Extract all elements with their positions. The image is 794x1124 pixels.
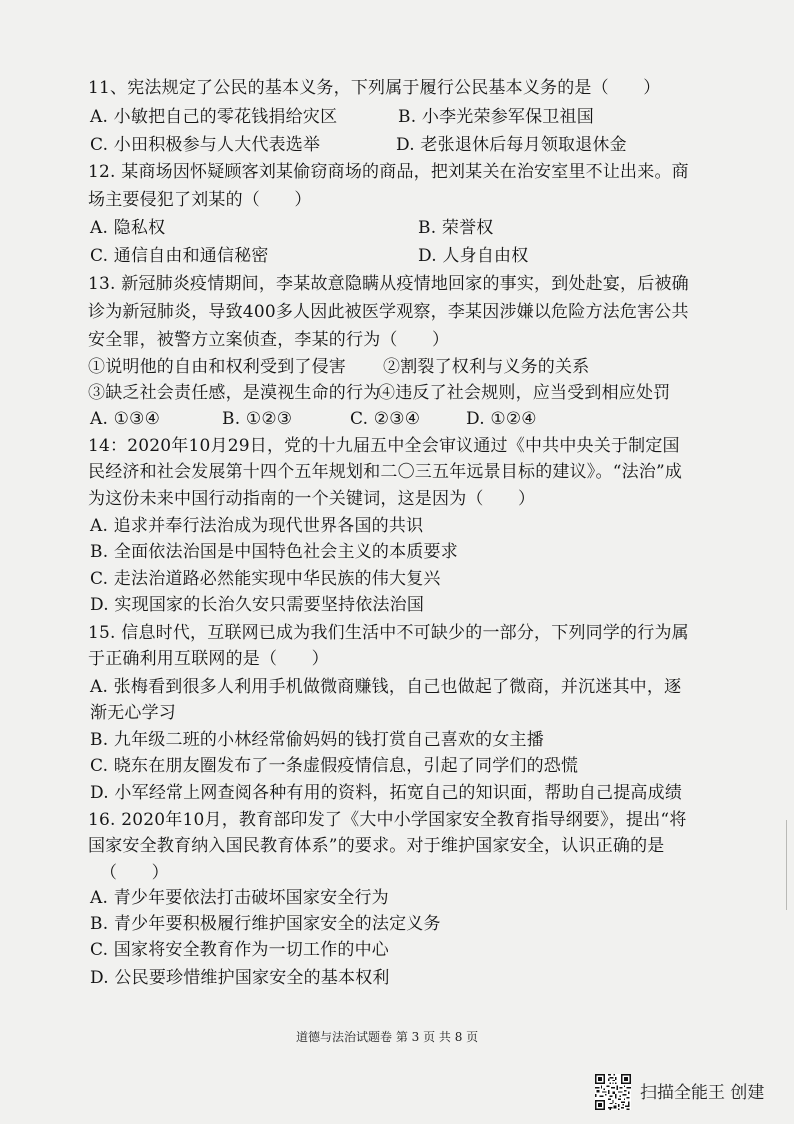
question-stem-line: 诊为新冠肺炎，导致400多人因此被医学观察，李某因涉嫌以危险方法危害公共 [88, 302, 689, 322]
question-stem-line: 民经济和社会发展第十四个五年规划和二〇三五年远景目标的建议》。“法治”成 [88, 462, 683, 482]
qr-code-icon [595, 1074, 631, 1110]
question-stem-line: 为这份未来中国行动指南的一个关键词，这是因为（ ） [88, 489, 536, 509]
statement-2: ②割裂了权利与义务的关系 [383, 357, 590, 377]
statement-4: ④违反了社会规则，应当受到相应处罚 [378, 383, 671, 403]
question-stem-line: 12. 某商场因怀疑顾客刘某偷窃商场的商品，把刘某关在治安室里不让出来。商 [88, 162, 689, 182]
option-d: D. ①②④ [466, 409, 537, 429]
scan-artifact-line [786, 820, 787, 910]
question-stem-line: 于正确利用互联网的是（ ） [88, 649, 329, 669]
option-b: B. 荣誉权 [418, 218, 494, 238]
option-d: D. 实现国家的长治久安只需要坚持依法治国 [90, 595, 425, 615]
question-stem-line: 15. 信息时代，互联网已成为我们生活中不可缺少的一部分，下列同学的行为属 [88, 623, 689, 643]
option-d: D. 人身自由权 [418, 246, 529, 266]
option-d: D. 老张退休后每月领取退休金 [396, 135, 627, 155]
option-a: A. 张梅看到很多人利用手机做微商赚钱，自己也做起了微商，并沉迷其中，逐 [90, 677, 682, 697]
question-stem-line: 安全罪，被警方立案侦查，李某的行为（ ） [88, 330, 450, 350]
option-b: B. 全面依法治国是中国特色社会主义的本质要求 [90, 542, 458, 562]
option-c: C. ②③④ [350, 409, 421, 429]
statement-1: ①说明他的自由和权利受到了侵害 [88, 357, 346, 377]
question-stem-line: 场主要侵犯了刘某的（ ） [88, 190, 312, 210]
scanner-watermark: 扫描全能王 创建 [640, 1083, 765, 1103]
page-footer: 道德与法治试题卷 第 3 页 共 8 页 [296, 1030, 479, 1044]
option-c: C. 国家将安全教育作为一切工作的中心 [90, 940, 390, 960]
question-stem-line: 11、宪法规定了公民的基本义务，下列属于履行公民基本义务的是（ ） [88, 78, 661, 98]
question-stem-line: 13. 新冠肺炎疫情期间，李某故意隐瞒从疫情地回家的事实，到处赴宴，后被确 [88, 274, 689, 294]
option-d: D. 小军经常上网查阅各种有用的资料，拓宽自己的知识面，帮助自己提高成绩 [90, 783, 683, 803]
option-a: A. 青少年要依法打击破坏国家安全行为 [90, 888, 389, 908]
option-b: B. 小李光荣参军保卫祖国 [398, 107, 594, 127]
option-c: C. 晓东在朋友圈发布了一条虚假疫情信息，引起了同学们的恐慌 [90, 756, 579, 776]
option-d: D. 公民要珍惜维护国家安全的基本权利 [90, 968, 390, 988]
question-stem-line: 14：2020年10月29日，党的十九届五中全会审议通过《中共中央关于制定国 [88, 436, 680, 456]
question-stem-line: 国家安全教育纳入国民教育体系”的要求。对于维护国家安全，认识正确的是 [88, 836, 665, 856]
option-b: B. 青少年要积极履行维护国家安全的法定义务 [90, 914, 441, 934]
option-a-continued: 渐无心学习 [90, 703, 176, 723]
statement-3: ③缺乏社会责任感，是漠视生命的行为 [88, 383, 381, 403]
answer-blank: （ ） [100, 863, 169, 883]
option-c: C. 通信自由和通信秘密 [90, 246, 269, 266]
option-a: A. 追求并奉行法治成为现代世界各国的共识 [90, 516, 424, 536]
option-b: B. 九年级二班的小林经常偷妈妈的钱打赏自己喜欢的女主播 [90, 730, 544, 750]
option-c: C. 小田积极参与人大代表选举 [90, 135, 321, 155]
question-stem-line: 16. 2020年10月，教育部印发了《大中小学国家安全教育指导纲要》，提出“将 [88, 810, 687, 830]
option-a: A. 小敏把自己的零花钱捐给灾区 [90, 107, 338, 127]
option-c: C. 走法治道路必然能实现中华民族的伟大复兴 [90, 569, 441, 589]
option-b: B. ①②③ [222, 409, 293, 429]
option-a: A. 隐私权 [90, 218, 166, 238]
option-a: A. ①③④ [90, 409, 161, 429]
